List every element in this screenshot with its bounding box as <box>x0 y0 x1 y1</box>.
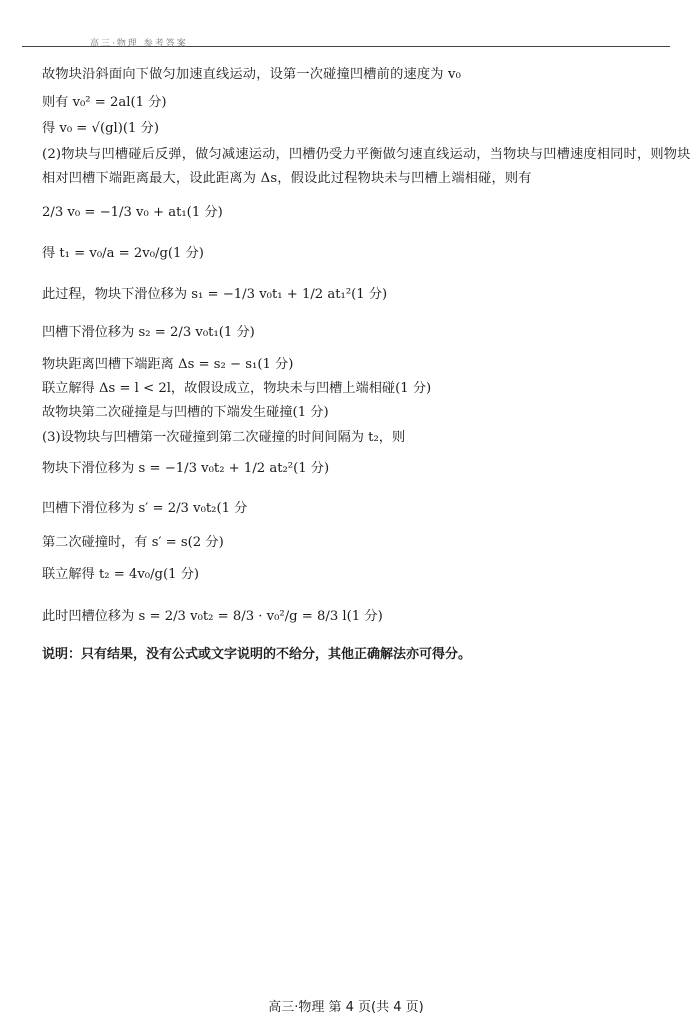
text-line-2: 则有 v₀² = 2al(1 分) <box>42 95 167 110</box>
text-line-4: (2)物块与凹槽碰后反弹，做匀减速运动，凹槽仍受力平衡做匀速直线运动，当物块与凹槽速度相同时，则物块 <box>42 147 691 162</box>
equation-2: 得 t₁ = v₀/a = 2v₀/g(1 分) <box>42 246 204 261</box>
equation-6: 物块下滑位移为 s = −1/3 v₀t₂ + 1/2 at₂²(1 分) <box>42 461 330 476</box>
page-footer: 高三·物理 第 4 页(共 4 页) <box>268 1000 424 1015</box>
equation-3: 此过程，物块下滑位移为 s₁ = −1/3 v₀t₁ + 1/2 at₁²(1 分) <box>42 287 388 302</box>
equation-4: 凹槽下滑位移为 s₂ = 2/3 v₀t₁(1 分) <box>42 325 255 340</box>
page-header: 高三·物理 参考答案 <box>90 39 188 49</box>
equation-8: 第二次碰撞时，有 s′ = s(2 分) <box>42 535 224 550</box>
text-line-5: 相对凹槽下端距离最大，设此距离为 Δs，假设此过程物块未与凹槽上端相碰，则有 <box>42 171 532 186</box>
text-line-7: 故物块第二次碰撞是与凹槽的下端发生碰撞(1 分) <box>42 405 329 420</box>
text-line-1: 故物块沿斜面向下做匀加速直线运动，设第一次碰撞凹槽前的速度为 v₀ <box>42 67 462 82</box>
equation-1: 2/3 v₀ = −1/3 v₀ + at₁(1 分) <box>42 205 223 220</box>
equation-7: 凹槽下滑位移为 s′ = 2/3 v₀t₂(1 分 <box>42 501 248 516</box>
text-line-6: 联立解得 Δs = l < 2l，故假设成立，物块未与凹槽上端相碰(1 分) <box>42 381 432 396</box>
equation-10: 此时凹槽位移为 s = 2/3 v₀t₂ = 8/3 · v₀²/g = 8/3 l(1 分) <box>42 609 383 624</box>
text-line-3: 得 v₀ = √(gl)(1 分) <box>42 121 159 136</box>
equation-9: 联立解得 t₂ = 4v₀/g(1 分) <box>42 567 200 582</box>
equation-5: 物块距离凹槽下端距离 Δs = s₂ − s₁(1 分) <box>42 357 294 372</box>
text-line-8: (3)设物块与凹槽第一次碰撞到第二次碰撞的时间间隔为 t₂，则 <box>42 430 406 445</box>
grading-note: 说明：只有结果，没有公式或文字说明的不给分，其他正确解法亦可得分。 <box>42 647 472 662</box>
